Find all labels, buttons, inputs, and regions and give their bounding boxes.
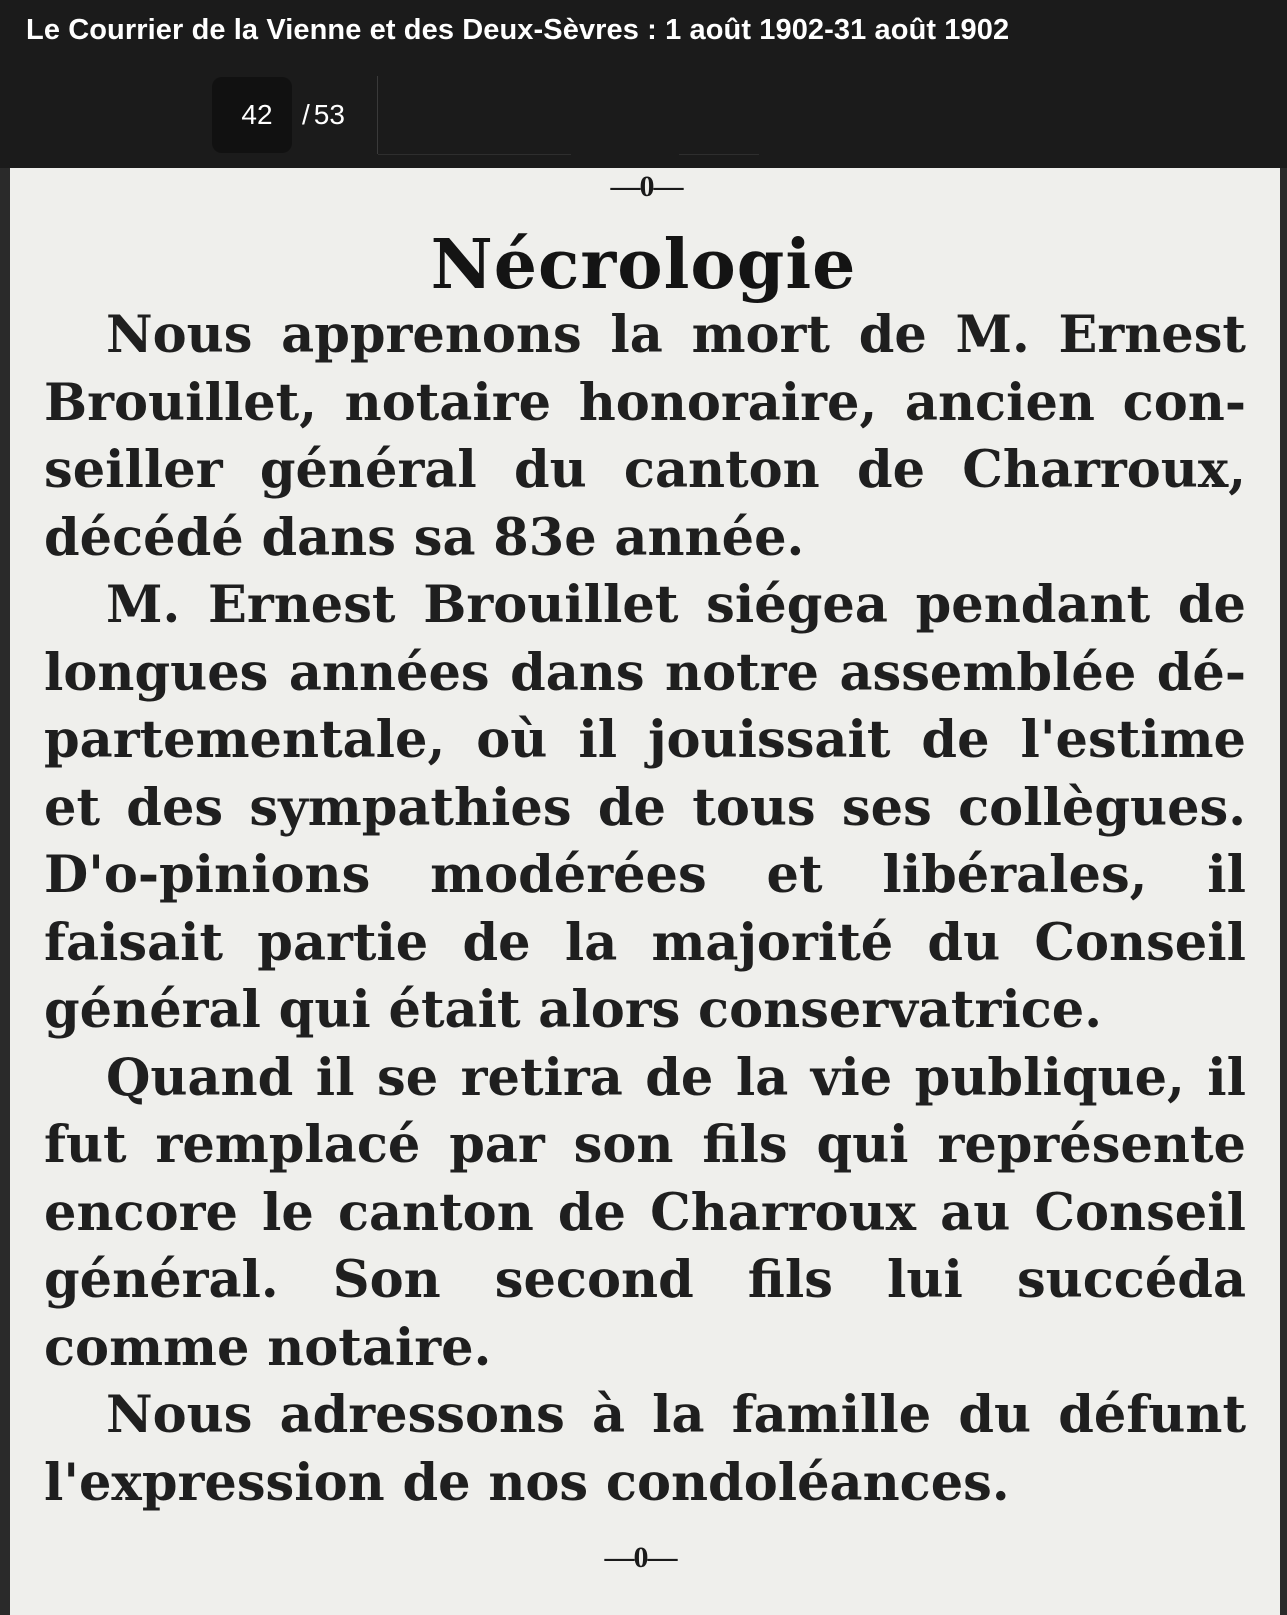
article-heading: Nécrologie — [430, 225, 857, 305]
page-total: 53 — [313, 99, 345, 130]
article-paragraph: Nous apprenons la mort de M. Ernest Brouillet, notaire honoraire, ancien con-seiller général du canton de Charroux, décédé dans sa 83e année. — [44, 305, 1246, 568]
page-separator: / — [302, 99, 310, 130]
article-paragraph: Quand il se retira de la vie publique, il fut remplacé par son fils qui représente encore le canton de Charroux au Conseil général. Son second fils lui succéda comme notaire. — [44, 1047, 1246, 1378]
scan-border — [1280, 168, 1287, 1615]
section-separator-bottom: —0— — [604, 1541, 677, 1574]
toolbar-underline — [679, 154, 759, 155]
document-title: Le Courrier de la Vienne et des Deux-Sèvres : 1 août 1902-31 août 1902 — [26, 14, 1010, 46]
newspaper-scan — [0, 168, 1287, 1615]
toolbar-underline — [378, 154, 571, 155]
article-paragraph: Nous adressons à la famille du défunt l'expression de nos condoléances. — [44, 1385, 1246, 1513]
page-number-input[interactable] — [212, 77, 292, 153]
toolbar-divider — [377, 76, 378, 154]
article-body — [44, 302, 1246, 1517]
article-paragraph: M. Ernest Brouillet siégea pendant de longues années dans notre assemblée dé-partementale, où il jouissait de l'estime et des sympathies de tous ses collègues. D'o-pinions modérées et libérales, il faisait partie de la majorité du Conseil général qui était alors conservatrice. — [44, 575, 1246, 1040]
page-navigator — [212, 77, 345, 153]
scan-border — [0, 168, 10, 1615]
section-separator-top: —0— — [610, 170, 683, 203]
viewer-toolbar — [0, 0, 1287, 168]
